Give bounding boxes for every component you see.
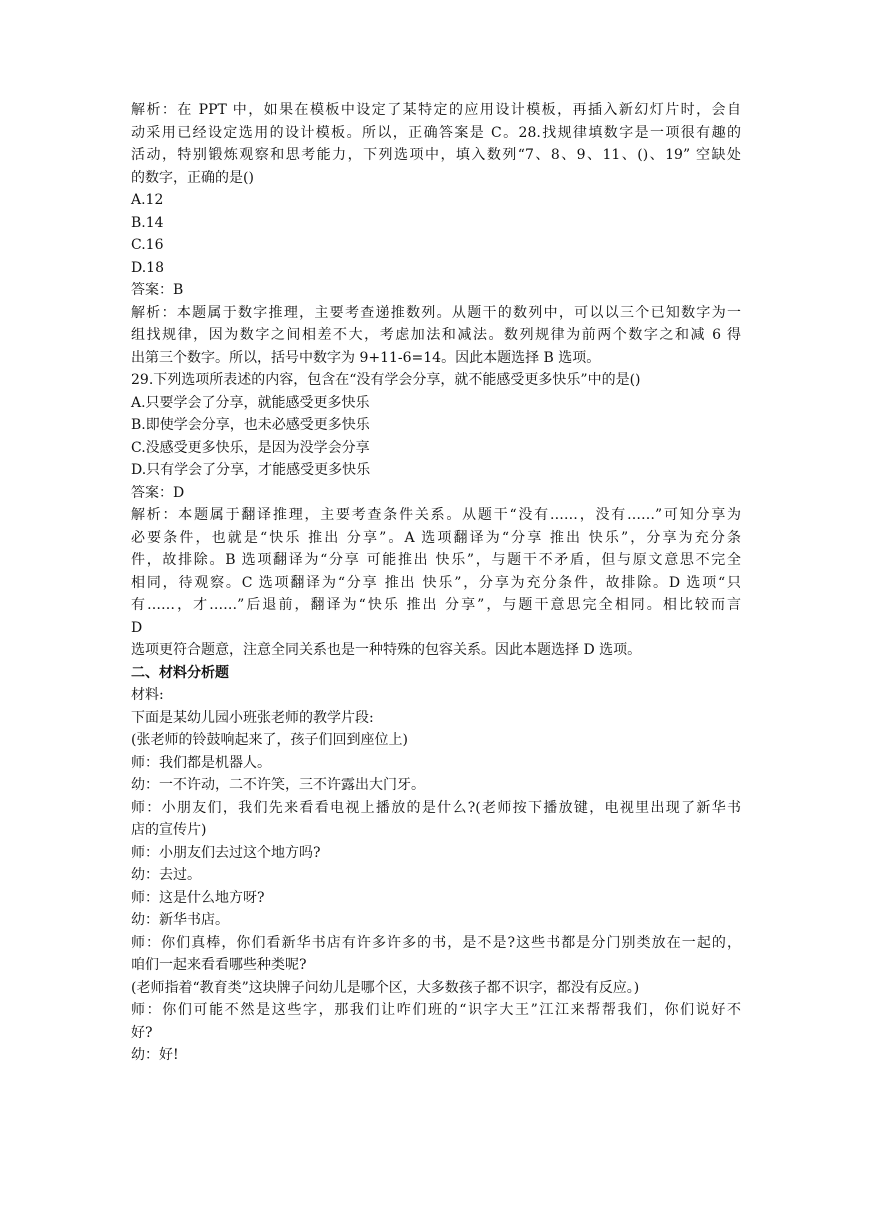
document-body xyxy=(131,99,741,1067)
option-line: C.没感受更多快乐，是因为没学会分享 xyxy=(131,439,370,456)
dialogue-line: 幼：好! xyxy=(131,1047,179,1063)
text-line: 必要条件，也就是“快乐 推出 分享”。A 选项翻译为“分享 推出 快乐”，分享为充分条 xyxy=(131,529,741,546)
option-line: D.18 xyxy=(131,259,164,276)
text-line: 选项更符合题意，注意全同关系也是一种特殊的包容关系。因此本题选择 D 选项。 xyxy=(131,642,642,658)
option-line: A.只要学会了分享，就能感受更多快乐 xyxy=(131,394,370,411)
text-line: 组找规律，因为数字之间相差不大，考虑加法和减法。数列规律为前两个数字之和减 6 得 xyxy=(131,327,741,343)
option-line: D.只有学会了分享，才能感受更多快乐 xyxy=(131,462,371,478)
text-line: 材料: xyxy=(131,687,164,703)
text-line: 件，故排除。B 选项翻译为“分享 可能推出 快乐”，与题干不矛盾，但与原文意思不完全 xyxy=(131,552,741,568)
text-line: 活动，特别锻炼观察和思考能力，下列选项中，填入数列“7、8、9、11、()、19” 空缺处 xyxy=(131,147,741,163)
dialogue-line: 师：小朋友们去过这个地方吗? xyxy=(131,844,321,861)
dialogue-line: 好? xyxy=(131,1024,153,1041)
dialogue-line: 师：我们都是机器人。 xyxy=(131,754,271,771)
dialogue-line: 店的宣传片) xyxy=(131,822,207,838)
dialogue-line: 咱们一起来看看哪些种类呢? xyxy=(131,957,307,973)
option-line: C.16 xyxy=(131,237,164,253)
text-line: 下面是某幼儿园小班张老师的教学片段: xyxy=(131,709,374,726)
text-line: (张老师的铃鼓响起来了，孩子们回到座位上) xyxy=(131,732,408,748)
dialogue-line: 师：小朋友们，我们先来看看电视上播放的是什么?(老师按下播放键，电视里出现了新华书 xyxy=(131,799,741,816)
answer-line: 答案：D xyxy=(131,484,185,501)
text-line: 有……，才……”后退前，翻译为“快乐 推出 分享”，与题干意思完全相同。相比较而言 xyxy=(131,597,741,613)
text-line: 解析：本题属于翻译推理，主要考查条件关系。从题干“没有……，没有……”可知分享为 xyxy=(131,507,741,523)
option-line: A.12 xyxy=(131,192,164,208)
answer-line: 答案：B xyxy=(131,282,184,298)
dialogue-line: 师：你们真棒，你们看新华书店有许多许多的书，是不是?这些书都是分门别类放在一起的， xyxy=(131,934,741,951)
text-line: 的数字，正确的是() xyxy=(131,169,254,186)
section-heading: 二、材料分析题 xyxy=(131,664,229,681)
text-line: 解析：本题属于数字推理，主要考查递推数列。从题干的数列中，可以以三个已知数字为一 xyxy=(131,304,741,321)
text-line: 出第三个数字。所以，括号中数字为 9+11-6=14。因此本题选择 B 选项。 xyxy=(131,349,601,366)
text-line: 解析：在 PPT 中，如果在模板中设定了某特定的应用设计模板，再插入新幻灯片时，会自 xyxy=(131,102,741,118)
dialogue-line: 幼：一不许动，二不许笑，三不许露出大门牙。 xyxy=(131,777,425,793)
dialogue-line: 师：这是什么地方呀? xyxy=(131,889,265,906)
option-line: B.14 xyxy=(131,214,164,231)
dialogue-line: 幼：新华书店。 xyxy=(131,912,229,928)
text-line: 动采用已经设定选用的设计模板。所以，正确答案是 C。28.找规律填数字是一项很有趣的 xyxy=(131,124,741,141)
dialogue-line: 幼：去过。 xyxy=(131,867,201,883)
dialogue-line: 师：你们可能不然是这些字，那我们让咋们班的“识字大王”江江来帮帮我们，你们说好不 xyxy=(131,1002,741,1018)
dialogue-line: (老师指着“教育类”这块牌子问幼儿是哪个区，大多数孩子都不识字，都没有反应。) xyxy=(131,979,640,996)
question-line: 29.下列选项所表述的内容，包含在“没有学会分享，就不能感受更多快乐”中的是() xyxy=(131,372,641,388)
option-line: B.即使学会分享，也未必感受更多快乐 xyxy=(131,417,370,433)
text-line: D xyxy=(131,619,143,636)
text-line: 相同，待观察。C 选项翻译为“分享 推出 快乐”，分享为充分条件，故排除。D 选项“只 xyxy=(131,574,741,591)
